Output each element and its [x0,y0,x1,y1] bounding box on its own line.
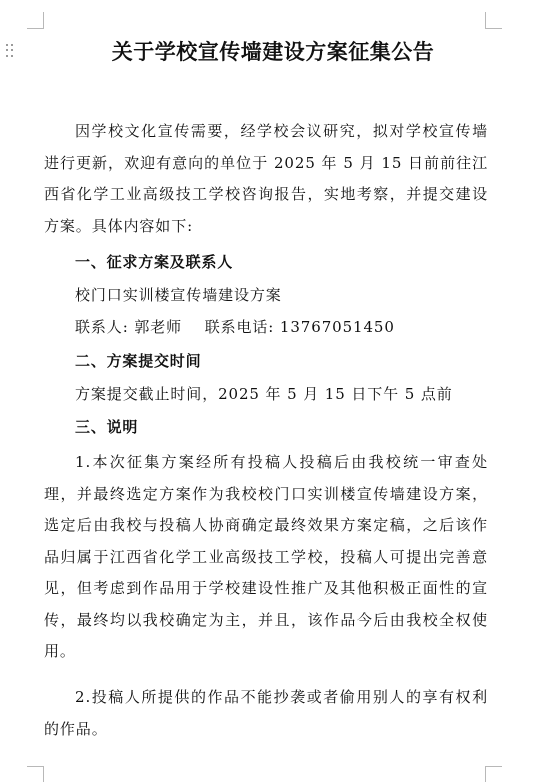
project-name: 校门口实训楼宣传墙建设方案 [75,286,282,304]
corner-mark-icon [485,12,502,29]
section-3-heading: 三、说明 [75,418,139,436]
document-title: 关于学校宣传墙建设方案征集公告 [111,39,435,64]
contact-info: 联系人: 郭老师 联系电话: 13767051450 [75,318,395,336]
corner-mark-icon [27,12,44,29]
submission-deadline: 方案提交截止时间，2025 年 5 月 15 日下午 5 点前 [75,385,453,403]
section-2-heading: 二、方案提交时间 [75,352,202,370]
note-item-1: 1.本次征集方案经所有投稿人投稿后由我校统一审查处理，并最终选定方案作为我校校门口实训楼宣传墙建设方案，选定后由我校与投稿人协商确定最终效果方案定稿，之后该作品归属于江西省化学工业高级技工学校，投稿人可提出完善意见，但考虑到作品用于学校建设性推广及其他积极正面性的宣传，最终均以我校确定为主，并且，该作品今后由我校全权使用。 [44,453,488,660]
corner-mark-icon [485,766,502,782]
section-1-heading: 一、征求方案及联系人 [75,253,234,271]
corner-mark-icon [27,766,44,782]
intro-paragraph: 因学校文化宣传需要，经学校会议研究，拟对学校宣传墙进行更新，欢迎有意向的单位于 2025 年 5 月 15 日前前往江西省化学工业高级技工学校咨询报告，实地考察，并提交建设方案。具体内容如下: [44,122,488,235]
note-item-2: 2.投稿人所提供的作品不能抄袭或者偷用别人的享有权利的作品。 [44,688,488,738]
